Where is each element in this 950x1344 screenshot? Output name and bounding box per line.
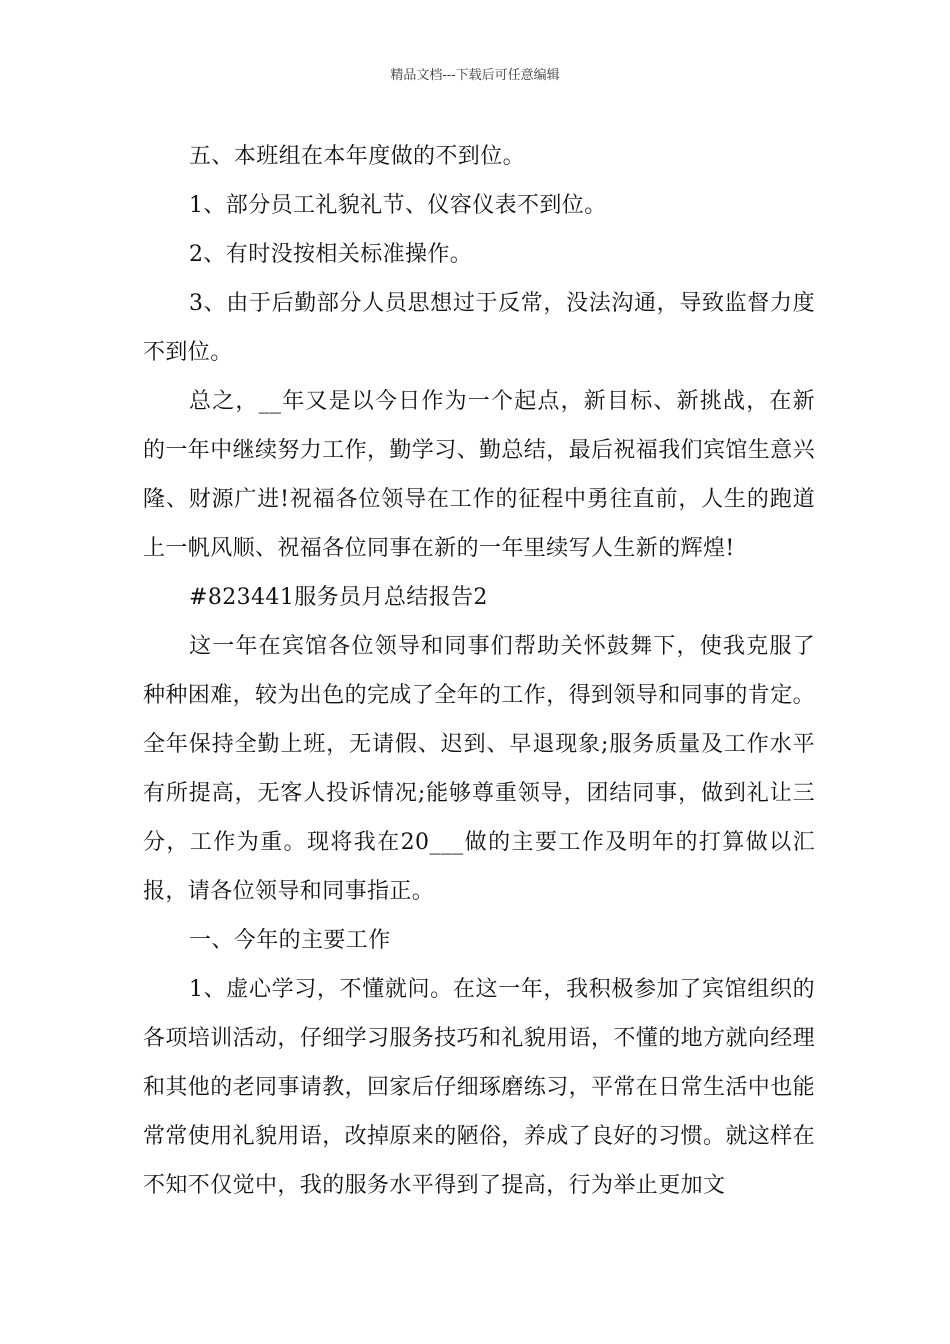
conclusion-paragraph: 总之，__年又是以今日作为一个起点，新目标、新挑战，在新的一年中继续努力工作，勤学习、勤总结，最后祝福我们宾馆生意兴隆、财源广进!祝福各位领导在工作的征程中勇往直前，人生的跑道上一帆风顺、祝福各位同事在新的一年里续写人生新的辉煌! (143, 389, 816, 561)
intro-paragraph: 这一年在宾馆各位领导和同事们帮助关怀鼓舞下，使我克服了种种困难，较为出色的完成了全年的工作，得到领导和同事的肯定。全年保持全勤上班，无请假、迟到、早退现象;服务质量及工作水平有所提高，无客人投诉情况;能够尊重领导，团结同事，做到礼让三分，工作为重。现将我在20___做的主要工作及明年的打算做以汇报，请各位领导和同事指正。 (143, 634, 816, 904)
page-header: 精品文档---下载后可任意编辑 (390, 68, 560, 83)
list-item-2: 2、有时没按相关标准操作。 (189, 242, 473, 267)
report-title: #823441服务员月总结报告2 (189, 585, 488, 610)
list-item-3: 3、由于后勤部分人员思想过于反常，没法沟通，导致监督力度不到位。 (143, 291, 815, 365)
list-item-1: 1、部分员工礼貌礼节、仪容仪表不到位。 (189, 193, 607, 218)
document-body (143, 132, 815, 1210)
section-heading-1: 一、今年的主要工作 (189, 928, 391, 953)
section-heading-5: 五、本班组在本年度做的不到位。 (189, 144, 526, 169)
work-item-1: 1、虚心学习，不懂就问。在这一年，我积极参加了宾馆组织的各项培训活动，仔细学习服务技巧和礼貌用语，不懂的地方就向经理和其他的老同事请教，回家后仔细琢磨练习，平常在日常生活中也能常常使用礼貌用语，改掉原来的陋俗，养成了良好的习惯。就这样在不知不仅觉中，我的服务水平得到了提高，行为举止更加文 (143, 977, 816, 1198)
